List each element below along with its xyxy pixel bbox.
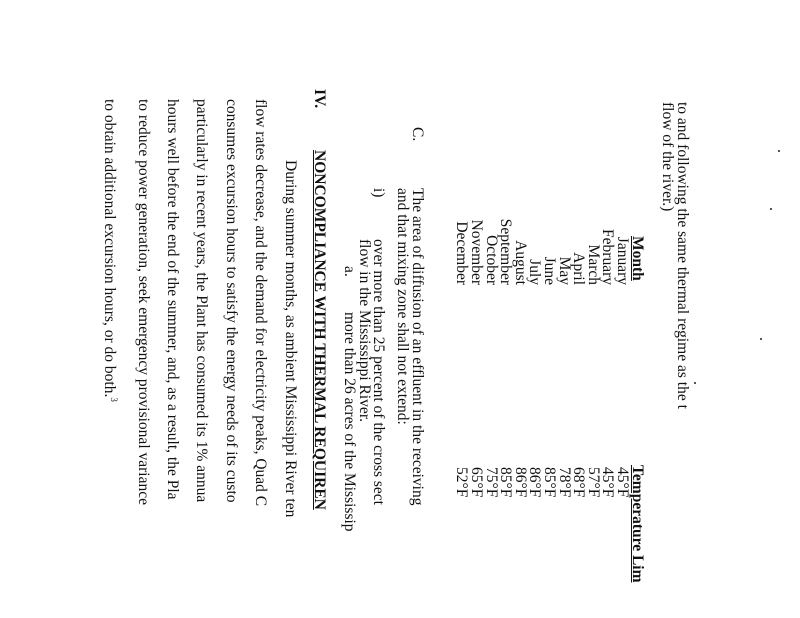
scan-speck — [760, 338, 762, 340]
temperature-column-header: Temperature Lim — [629, 465, 646, 583]
footnote-reference: 3 — [109, 397, 119, 402]
temp-cell: 86°F — [512, 467, 529, 498]
intro-line-1: to and following the same thermal regime as the t — [674, 102, 691, 409]
section-iv-line-4: particularly in recent years, the Plant has consumed its 1% annua — [193, 99, 210, 503]
section-iv-line-7 — [102, 99, 121, 402]
intro-line-2: flow of the river.) — [659, 102, 676, 212]
scan-speck — [770, 208, 772, 210]
section-iv-line-5: hours well before the end of the summer, and, as a result, the Pla — [164, 99, 181, 500]
month-cell: November — [468, 219, 485, 285]
section-c-line-1: The area of diffusion of an effluent in the receiving — [409, 188, 426, 506]
item-i-line-2: flow in the Mississippi River. — [356, 239, 373, 422]
month-cell: December — [453, 221, 470, 285]
month-cell: August — [512, 240, 529, 285]
scan-speck — [694, 382, 696, 384]
section-iv-line-2: flow rates decrease, and the demand for electricity peaks, Quad C — [252, 99, 269, 507]
section-iv-line-7-text: to obtain additional excursion hours, or do both. — [100, 99, 118, 398]
section-iv-heading: NONCOMPLIANCE WITH THERMAL REQUIREN — [311, 150, 328, 510]
section-c-line-2: and that mixing zone shall not extend: — [394, 188, 411, 425]
temp-cell: 85°F — [497, 467, 514, 498]
temp-cell: 65°F — [468, 467, 485, 498]
month-cell: May — [556, 256, 573, 285]
temp-cell: 45°F — [599, 467, 616, 498]
temp-cell: 57°F — [585, 467, 602, 498]
temp-cell: 52°F — [453, 467, 470, 498]
temp-cell: 45°F — [614, 467, 631, 498]
rotated-document-body — [70, 0, 690, 618]
temp-cell: 75°F — [483, 467, 500, 498]
section-iv-line-6: to reduce power generation, seek emergency provisional variance — [135, 99, 152, 505]
item-i-line-1: over more than 25 percent of the cross sect — [370, 239, 387, 505]
month-cell: July — [526, 259, 543, 285]
temp-cell: 78°F — [556, 467, 573, 498]
month-cell: February — [599, 229, 616, 285]
month-cell: October — [483, 235, 500, 285]
item-a-text: more than 26 acres of the Mississip — [341, 312, 358, 532]
month-cell: September — [497, 218, 514, 285]
section-iv-line-3: consumes excursion hours to satisfy the energy needs of its custo — [223, 99, 240, 503]
temp-cell: 86°F — [526, 467, 543, 498]
month-cell: January — [614, 236, 631, 285]
month-cell: April — [570, 252, 587, 285]
temp-cell: 85°F — [541, 467, 558, 498]
month-cell: June — [541, 256, 558, 285]
scan-speck — [778, 150, 780, 152]
section-iv-line-1: During summer months, as ambient Mississippi River ten — [282, 160, 299, 518]
section-c-label: C. — [409, 127, 426, 142]
item-i-label: i) — [370, 188, 387, 198]
temp-cell: 68°F — [570, 467, 587, 498]
month-column-header: Month — [629, 236, 646, 281]
section-iv-label: IV. — [311, 89, 328, 109]
item-a-label: a. — [341, 266, 358, 277]
month-cell: March — [585, 244, 602, 285]
